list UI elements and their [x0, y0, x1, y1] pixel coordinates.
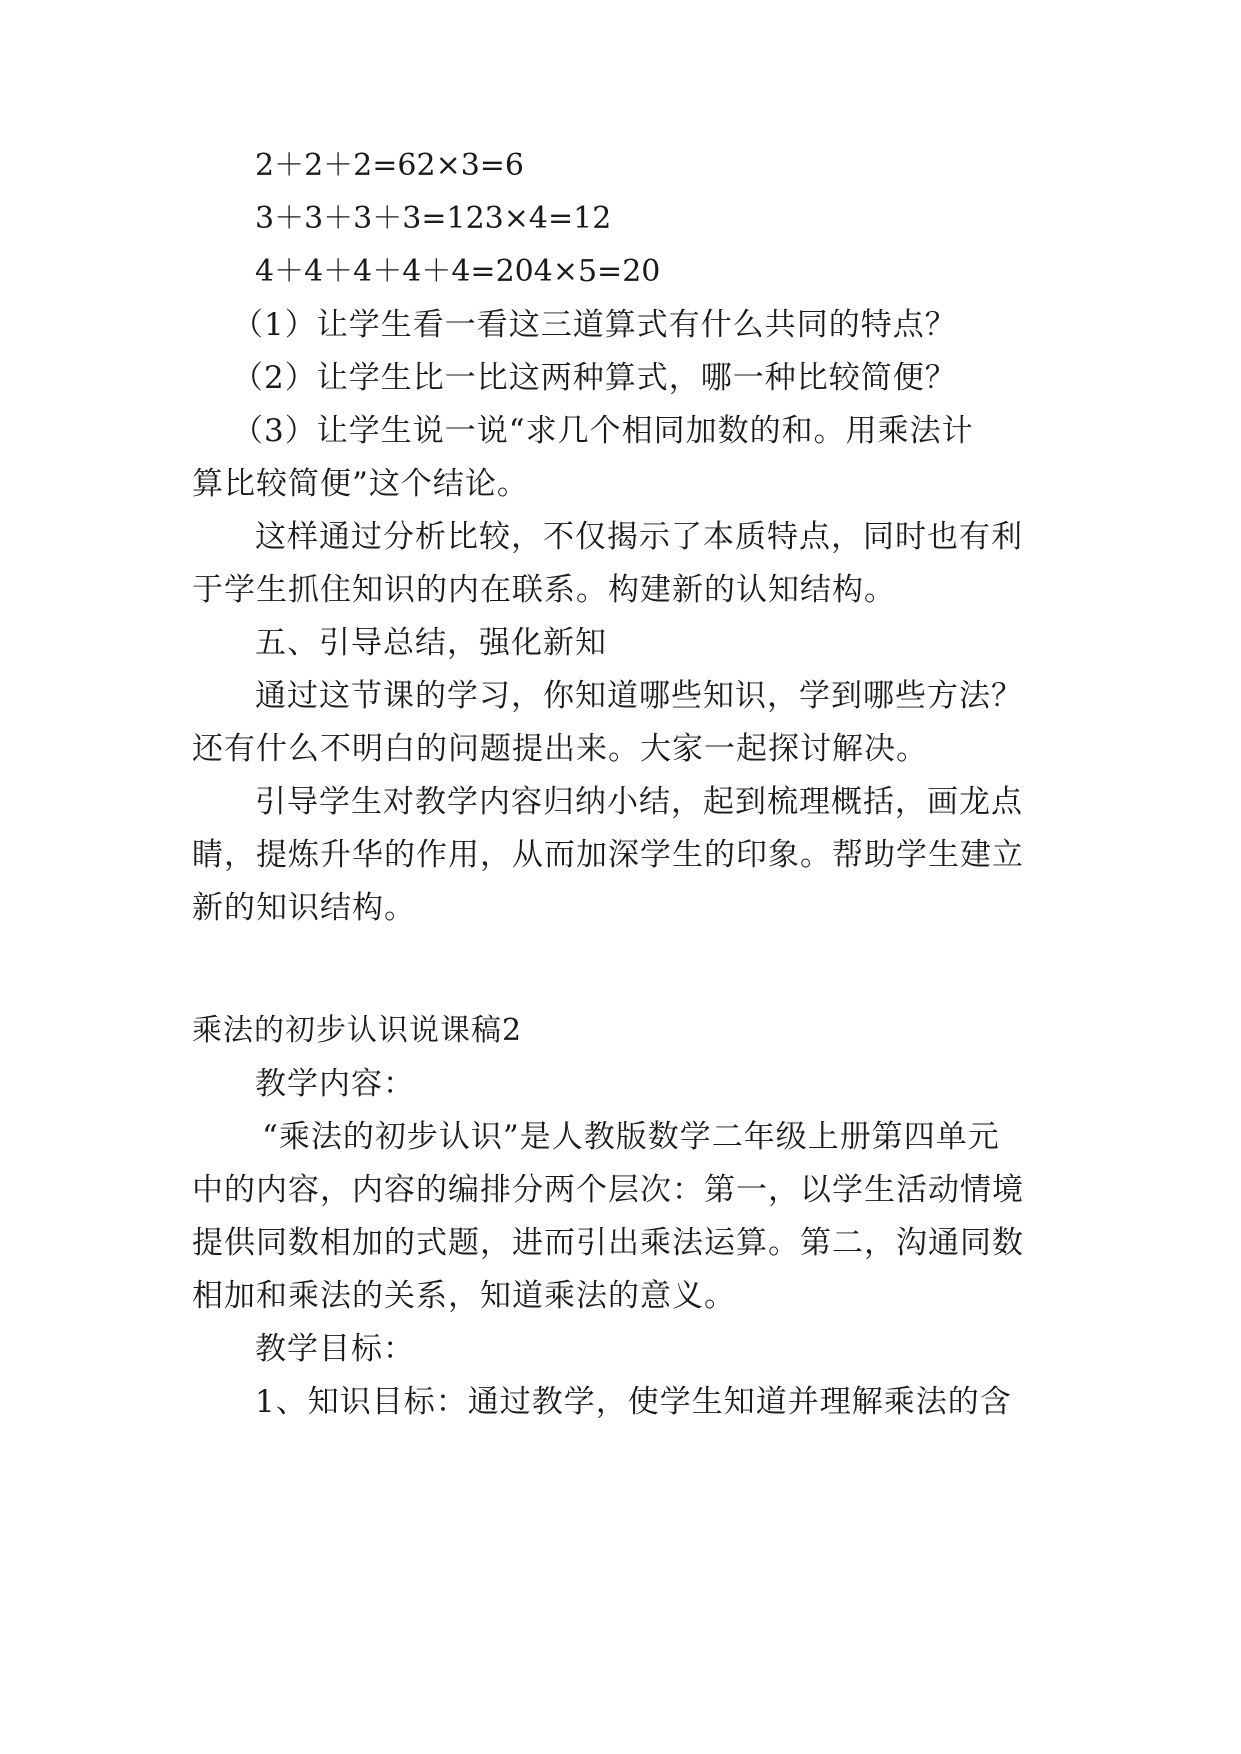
section-five-para2-line-3: 新的知识结构。: [192, 890, 416, 926]
content-para-line-2: 中的内容，内容的编排分两个层次：第一，以学生活动情境: [192, 1172, 1024, 1208]
content-para-line-3: 提供同数相加的式题，进而引出乘法运算。第二，沟通同数: [192, 1225, 1024, 1261]
question-2: （2）让学生比一比这两种算式，哪一种比较简便？: [232, 360, 957, 396]
section-five-para1-line-1: 通过这节课的学习，你知道哪些知识，学到哪些方法？: [255, 678, 1023, 714]
section-five-heading: 五、引导总结，强化新知: [255, 625, 607, 661]
analysis-line-1: 这样通过分析比较，不仅揭示了本质特点，同时也有利: [255, 519, 1023, 555]
goals-heading: 教学目标：: [255, 1331, 415, 1367]
content-para-line-1: “乘法的初步认识”是人教版数学二年级上册第四单元: [262, 1119, 1000, 1155]
content-heading: 教学内容：: [255, 1066, 415, 1102]
document-title-2: 乘法的初步认识说课稿2: [192, 1013, 523, 1048]
question-1: （1）让学生看一看这三道算式有什么共同的特点？: [232, 307, 957, 343]
content-para-line-4: 相加和乘法的关系，知道乘法的意义。: [192, 1278, 736, 1314]
equation-line-1: 2＋2＋2=62×3=6: [255, 148, 525, 183]
analysis-line-2: 于学生抓住知识的内在联系。构建新的认知结构。: [192, 572, 896, 608]
section-five-para2-line-2: 睛，提炼升华的作用，从而加深学生的印象。帮助学生建立: [192, 837, 1024, 873]
question-3-continued: 算比较简便”这个结论。: [192, 466, 529, 502]
equation-line-3: 4＋4＋4＋4＋4=204×5=20: [255, 254, 661, 289]
goals-item-1: 1、知识目标：通过教学，使学生知道并理解乘法的含: [255, 1384, 1012, 1420]
section-five-para2-line-1: 引导学生对教学内容归纳小结，起到梳理概括，画龙点: [255, 784, 1023, 820]
equation-line-2: 3＋3＋3＋3=123×4=12: [255, 201, 612, 236]
section-five-para1-line-2: 还有什么不明白的问题提出来。大家一起探讨解决。: [192, 731, 928, 767]
question-3: （3）让学生说一说“求几个相同加数的和。用乘法计: [232, 413, 974, 449]
